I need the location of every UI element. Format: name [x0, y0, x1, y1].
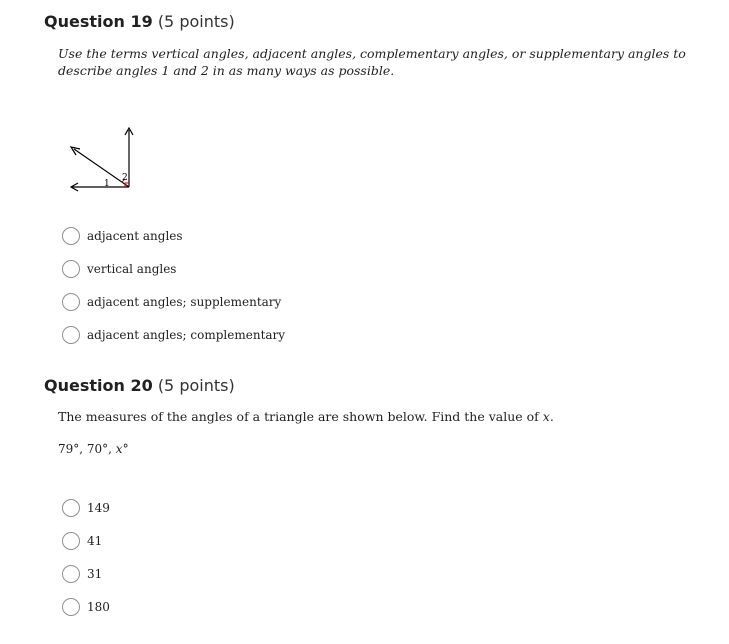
question-number: Question 20	[44, 376, 153, 395]
measures-variable: x	[115, 442, 123, 456]
question-number: Question 19	[44, 12, 153, 31]
question-20-heading	[44, 376, 235, 395]
option-label: adjacent angles; supplementary	[87, 295, 282, 309]
radio-button[interactable]	[62, 326, 80, 344]
question-20-prompt	[58, 409, 554, 424]
option-label: adjacent angles; complementary	[87, 328, 286, 342]
angle-diagram	[66, 124, 146, 196]
measures-degree: °	[122, 442, 129, 456]
option-label: 41	[87, 534, 103, 548]
q19-option-4[interactable]	[62, 324, 285, 346]
diagonal-ray	[74, 149, 129, 187]
angle-label-2: 2	[122, 173, 128, 183]
triangle-angle-measures	[58, 442, 129, 456]
prompt-end: .	[549, 409, 554, 424]
question-19-heading	[44, 12, 235, 31]
option-label: adjacent angles	[87, 229, 183, 243]
radio-button[interactable]	[62, 260, 80, 278]
q20-option-1[interactable]	[62, 497, 110, 519]
arrowhead-diagonal-icon	[71, 147, 80, 155]
option-label: vertical angles	[87, 262, 177, 276]
option-label: 149	[87, 501, 110, 515]
question-points: (5 points)	[157, 376, 235, 395]
prompt-text: The measures of the angles of a triangle are shown below. Find the value of	[58, 409, 543, 424]
radio-button[interactable]	[62, 227, 80, 245]
q20-option-4[interactable]	[62, 596, 110, 618]
option-label: 180	[87, 600, 110, 614]
radio-button[interactable]	[62, 565, 80, 583]
prompt-variable: x	[542, 409, 550, 424]
angle-label-1: 1	[104, 179, 110, 189]
q19-option-1[interactable]	[62, 225, 183, 247]
measures-text: 79°, 70°,	[58, 442, 116, 456]
q19-option-2[interactable]	[62, 258, 176, 280]
radio-button[interactable]	[62, 598, 80, 616]
radio-button[interactable]	[62, 499, 80, 517]
question-19-prompt: Use the terms vertical angles, adjacent angles, complementary angles, or supplementary angles to describe angles 1 and 2 in as many ways as possible.	[58, 46, 686, 78]
radio-button[interactable]	[62, 532, 80, 550]
question-points: (5 points)	[157, 12, 235, 31]
q20-option-3[interactable]	[62, 563, 102, 585]
q20-option-2[interactable]	[62, 530, 102, 552]
radio-button[interactable]	[62, 293, 80, 311]
option-label: 31	[87, 567, 103, 581]
q19-option-3[interactable]	[62, 291, 281, 313]
